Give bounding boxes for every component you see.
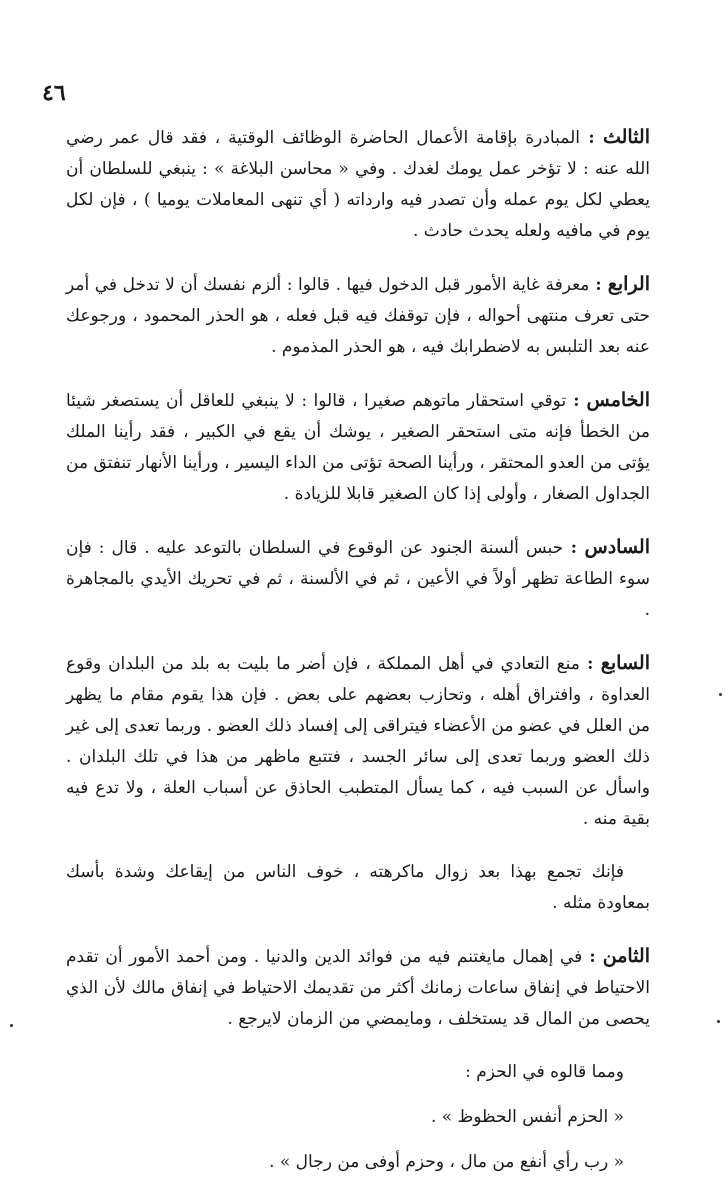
paragraph-heading: الرابع bbox=[607, 273, 650, 295]
paragraph-text: حبس ألسنة الجنود عن الوقوع في السلطان بالتوعد عليه . قال : فإن سوء الطاعة تظهر أولاً في الأعين ، ثم في الألسنة ، ثم في تحريك الأيدي بالمجاهرة . bbox=[66, 538, 650, 620]
paragraph-heading: الثامن bbox=[602, 945, 650, 967]
paragraph-heading: الثالث bbox=[602, 126, 650, 148]
paragraph-continuation bbox=[66, 857, 650, 919]
paragraph-heading: السادس bbox=[584, 536, 650, 558]
paragraph-text: توقي استحقار ماتوهم صغيرا ، قالوا : لا ينبغي للعاقل أن يستصغر شيئا من الخطأ فإنه متى استحقر الصغير ، يوشك أن يقع في الكبير ، فقد رأينا الملك يؤتى من العدو المحتقر ، ورأينا الصحة تؤتى من الداء اليسير ، ورأينا الأنهار تنفتق من الجداول الصغار ، وأولى إذا كان الصغير قابلا للزيادة . bbox=[66, 391, 650, 504]
page-number: ٤٦ bbox=[42, 80, 66, 106]
paragraph-eighth: الثامن : في إهمال مايغتنم فيه من فوائد الدين والدنيا . ومن أحمد الأمور أن تقدم الاحتياط في إنفاق ساعات زمانك أكثر من تقديمك الاحتياط في إنفاق مالك لأن الذي يحصى من المال قد يستخلف ، ومايمضي من الزمان لايرجع . bbox=[66, 945, 650, 1029]
saying-line: « رب رأي أنفع من مال ، وحزم أوفى من رجال » . bbox=[269, 1152, 624, 1172]
margin-dot bbox=[10, 1024, 13, 1027]
paragraph-seventh: السابع : منع التعادي في أهل المملكة ، فإن أضر ما بليت به بلد من البلدان وقوع العداوة ، وافتراق أهله ، وتحازب بعضهم على بعض . فإن هذا يقوم مقام ما يظهر من العلل في عضو من الأعضاء فيتراقى إلى إفساد ذلك العضو . وربما تعدى إلى غير ذلك العضو وربما تعدى إلى سائر الجسد ، فتتبع ماظهر من هذا في تلك البلدان . واسأل عن السبب فيه ، كما يسأل المتطبب الحاذق عن أسباب العلة ، ولا تدع فيه بقية منه . bbox=[66, 652, 650, 829]
margin-dot bbox=[717, 1020, 720, 1023]
paragraph-text: معرفة غاية الأمور قبل الدخول فيها . قالوا : ألزم نفسك أن لا تدخل في أمر حتى تعرف منتهى أحواله ، فإن توقفك فيه قبل فعله ، هو الحذر المحمود ، ورجوعك عنه بعد التلبس به لاضطرابك فيه ، هو الحذر المذموم . bbox=[66, 275, 650, 357]
paragraph-text: فإنك تجمع بهذا بعد زوال ماكرهته ، خوف الناس من إيقاعك وشدة بأسك بمعاودة مثله . bbox=[66, 862, 650, 913]
sayings-intro: ومما قالوه في الحزم : bbox=[465, 1062, 624, 1082]
paragraph-fifth: الخامس : توقي استحقار ماتوهم صغيرا ، قالوا : لا ينبغي للعاقل أن يستصغر شيئا من الخطأ فإنه متى استحقر الصغير ، يوشك أن يقع في الكبير ، فقد رأينا الملك يؤتى من العدو المحتقر ، ورأينا الصحة تؤتى من الداء اليسير ، ورأينا الأنهار تنفتق من الجداول الصغار ، وأولى إذا كان الصغير قابلا للزيادة . bbox=[66, 389, 650, 504]
paragraph-sixth: السادس : حبس ألسنة الجنود عن الوقوع في السلطان بالتوعد عليه . قال : فإن سوء الطاعة تظهر أولاً في الأعين ، ثم في الألسنة ، ثم في تحريك الأيدي بالمجاهرة . bbox=[66, 536, 650, 620]
paragraph-text: منع التعادي في أهل المملكة ، فإن أضر ما بليت به بلد من البلدان وقوع العداوة ، وافتراق أهله ، وتحازب بعضهم على بعض . فإن هذا يقوم مقام ما يظهر من العلل في عضو من الأعضاء فيتراقى إلى إفساد ذلك العضو . وربما تعدى إلى غير ذلك العضو وربما تعدى إلى سائر الجسد ، فتتبع ماظهر من هذا في تلك البلدان . واسأل عن السبب فيه ، كما يسأل المتطبب الحاذق عن أسباب العلة ، ولا تدع فيه بقية منه . bbox=[66, 654, 650, 829]
paragraph-fourth: الرابع : معرفة غاية الأمور قبل الدخول فيها . قالوا : ألزم نفسك أن لا تدخل في أمر حتى تعرف منتهى أحواله ، فإن توقفك فيه قبل فعله ، هو الحذر المحمود ، ورجوعك عنه بعد التلبس به لاضطرابك فيه ، هو الحذر المذموم . bbox=[66, 273, 650, 357]
text-column bbox=[66, 122, 650, 1192]
paragraph-heading: الخامس bbox=[586, 389, 650, 411]
margin-dot bbox=[719, 693, 722, 696]
paragraph-text: المبادرة بإقامة الأعمال الحاضرة الوظائف الوقتية ، فقد قال عمر رضي الله عنه : لا تؤخر عمل يومك لغدك . وفي « محاسن البلاغة » : ينبغي للسلطان أن يعطي لكل يوم عمله وأن تصدر فيه وارداته ( أي تنهى المعاملات يوميا ) ، فإن لكل يوم في مافيه ولعله يحدث حادث . bbox=[66, 128, 650, 241]
saying-line: « الحزم أنفس الحظوظ » . bbox=[430, 1107, 624, 1127]
paragraph-text: في إهمال مايغتنم فيه من فوائد الدين والدنيا . ومن أحمد الأمور أن تقدم الاحتياط في إنفاق ساعات زمانك أكثر من تقديمك الاحتياط في إنفاق مالك لأن الذي يحصى من المال قد يستخلف ، ومايمضي من الزمان لايرجع . bbox=[66, 947, 650, 1029]
paragraph-third: الثالث : المبادرة بإقامة الأعمال الحاضرة الوظائف الوقتية ، فقد قال عمر رضي الله عنه : لا تؤخر عمل يومك لغدك . وفي « محاسن البلاغة » : ينبغي للسلطان أن يعطي لكل يوم عمله وأن تصدر فيه وارداته ( أي تنهى المعاملات يوميا ) ، فإن لكل يوم في مافيه ولعله يحدث حادث . bbox=[66, 126, 650, 241]
paragraph-heading: السابع bbox=[600, 652, 650, 674]
